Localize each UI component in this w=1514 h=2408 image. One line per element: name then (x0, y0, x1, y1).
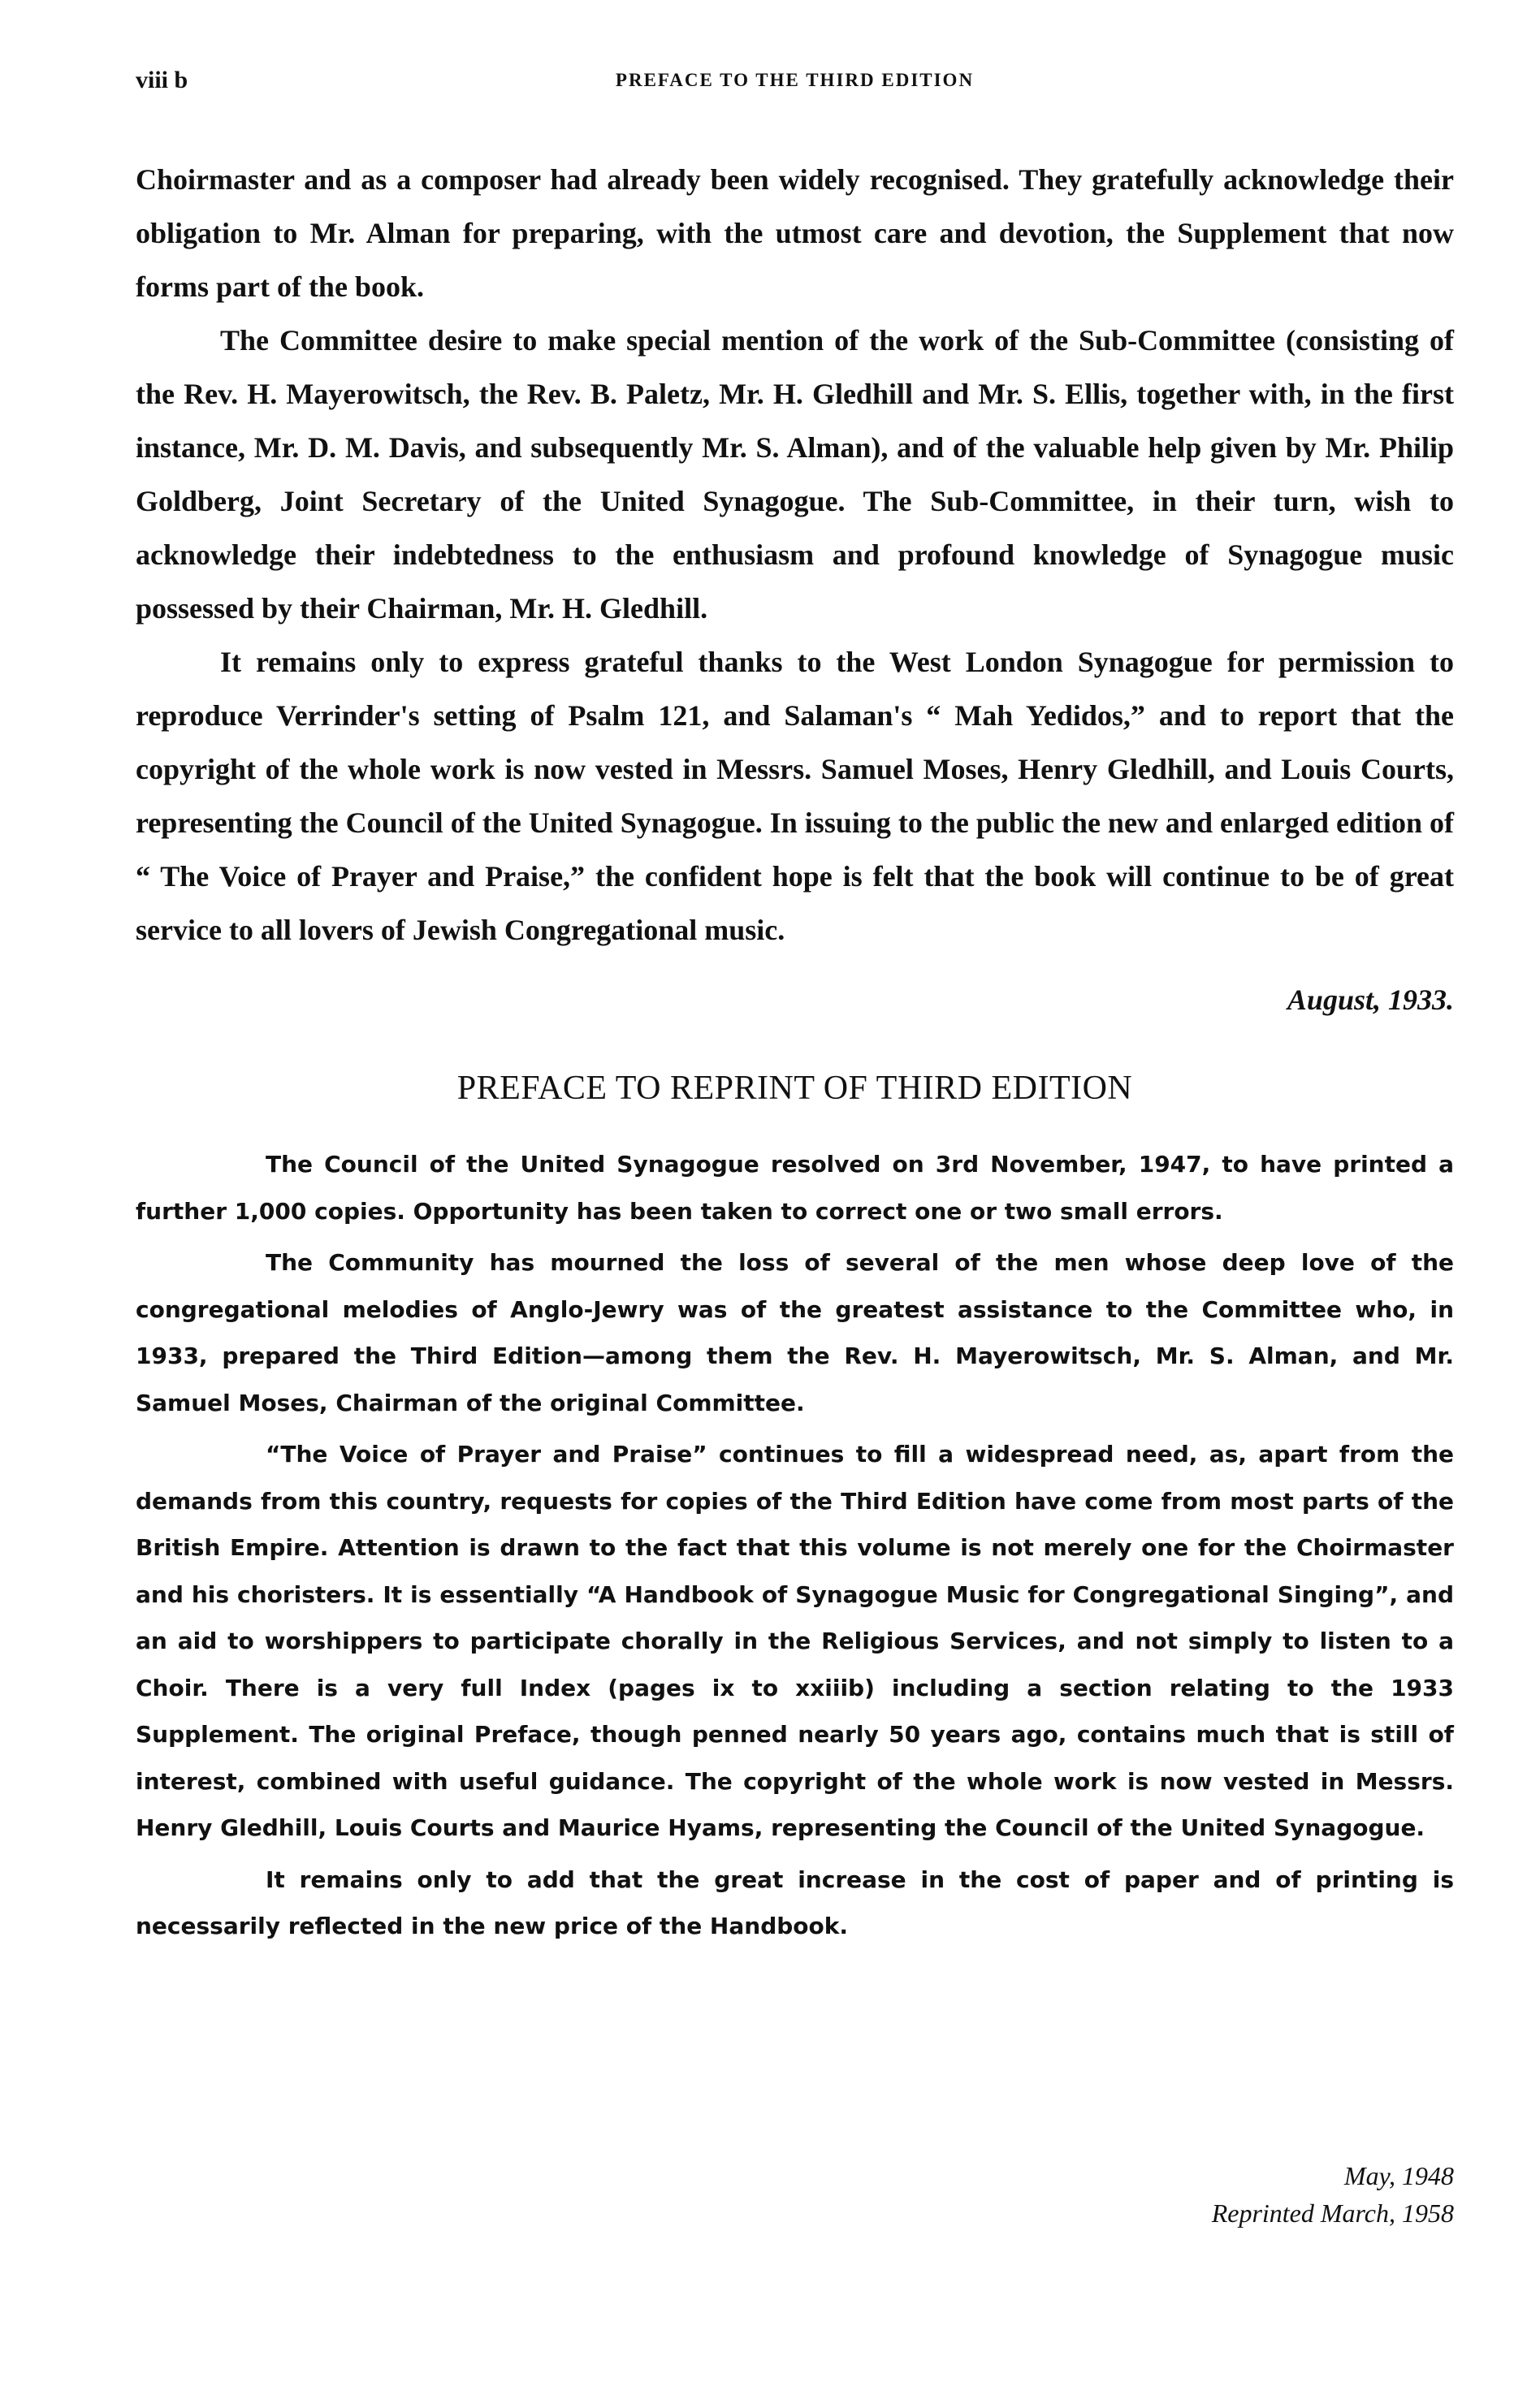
paragraph: It remains only to add that the great increase in the cost of paper and of printing is necessarily reflected in the new price of the Handbook. (136, 1865, 1454, 1939)
reprint-preface-body (136, 1141, 1454, 1955)
paragraph: It remains only to express grateful thanks to the West London Synagogue for permission to reproduce Verrinder's setting of Psalm 121, and Salaman's “ Mah Yedidos,” and to report that the copyright of the whole work is now vested in Messrs. Samuel Moses, Henry Gledhill, and Louis Courts, representing the Council of the United Synagogue. In issuing to the public the new and enlarged edition of “ The Voice of Prayer and Praise,” the confident hope is felt that the book will continue to be of great service to all lovers of Jewish Congregational music. (136, 646, 1454, 946)
running-title: PREFACE TO THE THIRD EDITION (615, 70, 975, 90)
dateline-reprint: Reprinted March, 1958 (1211, 2198, 1454, 2228)
paragraph: Choirmaster and as a composer had already been widely recognised. They gratefully acknowledge their obligation to Mr. Alman for preparing, with the utmost care and devotion, the Supplement that now forms part of the book. (136, 163, 1454, 303)
reprint-dateline (1212, 2157, 1454, 2232)
paragraph: “The Voice of Prayer and Praise” continues to fill a widespread need, as, apart from the demands from this country, requests for copies of the Third Edition have come from most parts of the British Empire. Attention is drawn to the fact that this volume is not merely one for the Choirmaster and his choristers. It is essentially “A Handbook of Synagogue Music for Congregational Singing”, and an aid to worshippers to participate chorally in the Religious Services, and not simply to listen to a Choir. There is a very full Index (pages ix to xxiiib) including a section relating to the 1933 Supplement. The original Preface, though penned nearly 50 years ago, contains much that is still of interest, combined with useful guidance. The copyright of the whole work is now vested in Messrs. Henry Gledhill, Louis Courts and Maurice Hyams, representing the Council of the United Synagogue. (136, 1441, 1454, 1841)
section1-date: August, 1933. (1287, 984, 1454, 1016)
paragraph: The Community has mourned the loss of several of the men whose deep love of the congregational melodies of Anglo-Jewry was of the greatest assistance to the Committee who, in 1933, prepared the Third Edition—among them the Rev. H. Mayerowitsch, Mr. S. Alman, and Mr. Samuel Moses, Chairman of the original Committee. (136, 1249, 1454, 1416)
running-header (136, 67, 1454, 99)
third-edition-preface-continuation (136, 153, 1454, 957)
dateline-first: May, 1948 (1343, 2161, 1454, 2190)
paragraph: The Council of the United Synagogue resolved on 3rd November, 1947, to have printed a further 1,000 copies. Opportunity has been taken to correct one or two small errors. (136, 1151, 1454, 1225)
section-heading: PREFACE TO REPRINT OF THIRD EDITION (456, 1070, 1133, 1107)
paragraph: The Committee desire to make special mention of the work of the Sub-Committee (consisting of the Rev. H. Mayerowitsch, the Rev. B. Paletz, Mr. H. Gledhill and Mr. S. Ellis, together with, in the first instance, Mr. D. M. Davis, and subsequently Mr. S. Alman), and of the valuable help given by Mr. Philip Goldberg, Joint Secretary of the United Synagogue. The Sub-Committee, in their turn, wish to acknowledge their indebtedness to the enthusiasm and profound knowledge of Synagogue music possessed by their Chairman, Mr. H. Gledhill. (136, 324, 1454, 625)
page-number: viii b (136, 67, 188, 93)
